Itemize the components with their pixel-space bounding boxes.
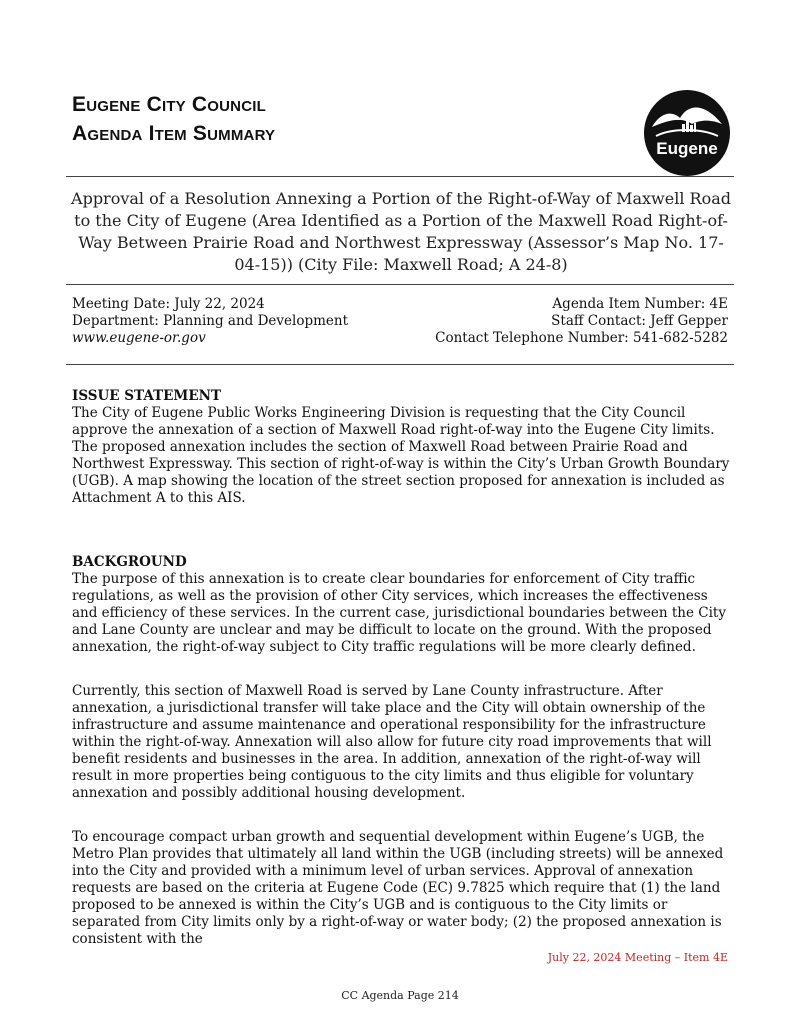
footer-meeting-reference: July 22, 2024 Meeting – Item 4E	[547, 951, 728, 964]
footer-page-label: CC Agenda Page 214	[341, 989, 459, 1002]
background-paragraph-1: The purpose of this annexation is to create clear boundaries for enforcement of City traffic regulations, as well as the provision of other City services, which increases the effectiveness and efficiency of these services. In the current case, jurisdictional boundaries between the City and Lane County are unclear and may be difficult to locate on the ground. With the proposed annexation, the right-of-way subject to City traffic regulations will be more clearly defined.	[72, 571, 726, 655]
contact-telephone: Contact Telephone Number: 541-682-5282	[435, 330, 728, 346]
website-link[interactable]: www.eugene-or.gov	[72, 330, 206, 346]
logo-text: Eugene	[656, 139, 718, 158]
issue-statement-section	[72, 388, 734, 507]
background-section	[72, 554, 734, 656]
issue-statement-body: The City of Eugene Public Works Engineering Division is requesting that the City Council approve the annexation of a section of Maxwell Road right-of-way into the Eugene City limits. The proposed annexation includes the section of Maxwell Road between Prairie Road and Northwest Expressway. This section of right-of-way is within the City’s Urban Growth Boundary (UGB). A map showing the location of the street section proposed for annexation is included as Attachment A to this AIS.	[72, 405, 730, 506]
subject-rule	[66, 284, 734, 285]
header-title-line1: Eugene City Council	[72, 93, 266, 116]
background-paragraph-2: Currently, this section of Maxwell Road is served by Lane County infrastructure. After annexation, a jurisdictional transfer will take place and the City will obtain ownership of the infrastructure and assume maintenance and operational responsibility for the infrastructure within the right-of-way. Annexation will also allow for future city road improvements that will benefit residents and businesses in the area. In addition, annexation of the right-of-way will result in more properties being contiguous to the city limits and thus eligible for voluntary annexation and possibly additional housing development.	[72, 683, 712, 801]
department: Department: Planning and Development	[72, 313, 349, 329]
background-heading: BACKGROUND	[72, 554, 187, 570]
staff-contact: Staff Contact: Jeff Gepper	[551, 313, 728, 329]
meeting-date: Meeting Date: July 22, 2024	[72, 296, 265, 312]
meta-right	[435, 296, 728, 347]
background-paragraph-3: To encourage compact urban growth and sequential development within Eugene’s UGB, the Metro Plan provides that ultimately all land within the UGB (including streets) will be annexed into the City and provided with a minimum level of urban services. Approval of annexation requests are based on the criteria at Eugene Code (EC) 9.7825 which require that (1) the land proposed to be annexed is within the City’s UGB and is contiguous to the City limits or separated from City limits only by a right-of-way or water body; (2) the proposed annexation is consistent with the	[72, 829, 724, 947]
meta-left	[72, 296, 348, 347]
agenda-item-number: Agenda Item Number: 4E	[552, 296, 728, 312]
header-rule	[66, 176, 734, 177]
background-paragraph-3-block	[72, 829, 734, 948]
background-paragraph-2-block	[72, 683, 734, 802]
header-title-line2: Agenda Item Summary	[72, 122, 276, 145]
meta-rule	[66, 364, 734, 365]
issue-statement-heading: ISSUE STATEMENT	[72, 388, 222, 404]
eugene-logo	[644, 90, 730, 176]
document-header-title	[72, 90, 275, 148]
agenda-subject: Approval of a Resolution Annexing a Portion of the Right-of-Way of Maxwell Road to the City of Eugene (Area Identified as a Portion of the Maxwell Road Right-of-Way Between Prairie Road and Northwest Expressway (Assessor’s Map No. 17-04-15)) (City File: Maxwell Road; A 24-8)	[71, 189, 731, 274]
